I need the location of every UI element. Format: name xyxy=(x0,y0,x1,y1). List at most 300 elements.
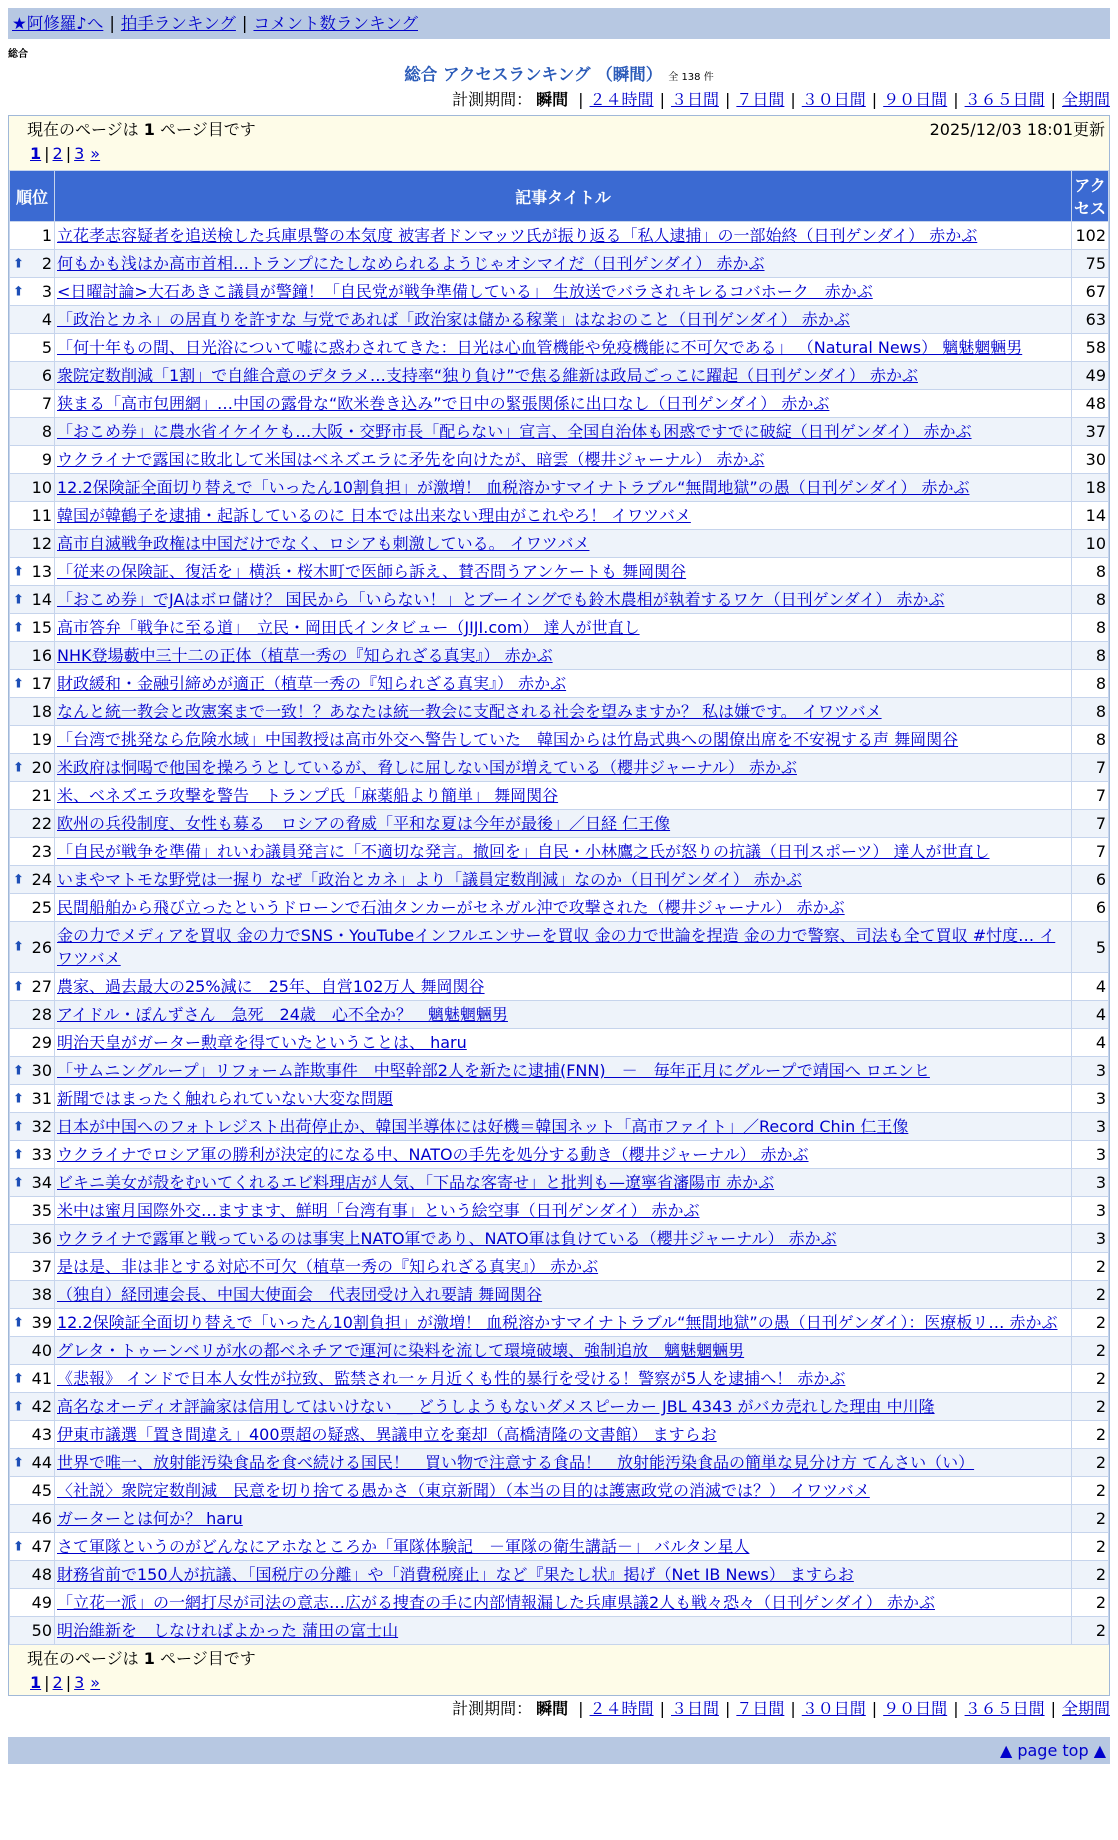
title-cell xyxy=(55,418,1072,446)
access-count: 2 xyxy=(1072,1393,1109,1421)
table-row xyxy=(10,838,1109,866)
article-link[interactable]: 是は是、非は非とする対応不可欠（植草一秀の『知られざる真実』） 赤かぶ xyxy=(57,1257,599,1276)
table-row xyxy=(10,390,1109,418)
table-row xyxy=(10,1449,1109,1477)
title-cell xyxy=(55,530,1072,558)
updated-timestamp: 2025/12/03 18:01更新 xyxy=(929,120,1105,139)
rank-number: 40 xyxy=(31,1341,52,1360)
article-link[interactable]: 高名なオーディオ評論家は信用してはいけない ＿ どうしようもないダメスピーカー JBL 4343 がバカ売れした理由 中川隆 xyxy=(57,1397,935,1416)
title-cell xyxy=(55,1617,1072,1645)
table-row xyxy=(10,1365,1109,1393)
rank-number: 13 xyxy=(31,562,52,581)
access-count: 6 xyxy=(1072,894,1109,922)
rank-cell xyxy=(10,1309,55,1337)
table-row xyxy=(10,1561,1109,1589)
article-link[interactable]: 高市答弁「戦争に至る道」 立民・岡田氏インタビュー（JIJI.com） 達人が世直し xyxy=(57,618,640,637)
title-cell xyxy=(55,1393,1072,1421)
title-cell xyxy=(55,1169,1072,1197)
access-count: 2 xyxy=(1072,1421,1109,1449)
rank-cell xyxy=(10,446,55,474)
table-row xyxy=(10,1617,1109,1645)
table-row xyxy=(10,362,1109,390)
rank-up-arrow-icon: ⬆ xyxy=(13,592,24,607)
table-row xyxy=(10,698,1109,726)
article-link[interactable]: 「サムニングループ」リフォーム詐欺事件 中堅幹部2人を新たに逮捕(FNN) － 毎年正月にグループで靖国へ ロエンヒ xyxy=(57,1061,930,1080)
title-cell xyxy=(55,250,1072,278)
rank-number: 42 xyxy=(31,1397,52,1416)
table-row xyxy=(10,530,1109,558)
table-row xyxy=(10,1505,1109,1533)
rank-number: 9 xyxy=(41,450,52,469)
rank-number: 17 xyxy=(31,674,52,693)
rank-cell xyxy=(10,973,55,1001)
rank-number: 2 xyxy=(41,254,52,273)
title-cell xyxy=(55,754,1072,782)
rank-cell xyxy=(10,1393,55,1421)
rank-up-arrow-icon: ⬆ xyxy=(13,256,24,271)
rank-cell xyxy=(10,670,55,698)
article-link[interactable]: 立花孝志容疑者を追送検した兵庫県警の本気度 被害者ドンマッツ氏が振り返る「私人逮捕」の一部始終（日刊ゲンダイ） 赤かぶ xyxy=(57,226,978,245)
pager-page-3[interactable]: 3 xyxy=(74,144,85,163)
top-nav: ★阿修羅♪へ | 拍手ランキング | コメント数ランキング xyxy=(8,8,1110,39)
table-row xyxy=(10,586,1109,614)
access-count: 2 xyxy=(1072,1477,1109,1505)
rank-number: 48 xyxy=(31,1565,52,1584)
article-link[interactable]: なんと統一教会と改憲案まで一致！？あなたは統一教会に支配される社会を望みますか？ 私は嫌です。 イワツバメ xyxy=(57,702,882,721)
article-link[interactable]: （独自）経団連会長、中国大使面会 代表団受け入れ要請 舞岡関谷 xyxy=(57,1285,543,1304)
article-link[interactable]: 「従来の保険証、復活を」横浜・桜木町で医師ら訴え、賛否問うアンケートも 舞岡関谷 xyxy=(57,562,687,581)
access-count: 48 xyxy=(1072,390,1109,418)
period-3d[interactable]: ３日間 xyxy=(670,1699,719,1718)
title-cell xyxy=(55,1449,1072,1477)
page-info-bottom xyxy=(9,1645,1109,1695)
rank-number: 22 xyxy=(31,814,52,833)
access-count: 3 xyxy=(1072,1141,1109,1169)
rank-cell xyxy=(10,838,55,866)
rank-up-arrow-icon: ⬆ xyxy=(13,872,24,887)
rank-up-arrow-icon: ⬆ xyxy=(13,620,24,635)
title-cell xyxy=(55,922,1072,973)
access-count: 3 xyxy=(1072,1197,1109,1225)
rank-cell xyxy=(10,1477,55,1505)
article-link[interactable]: 12.2保険証全面切り替えで「いったん10割負担」が激増！ 血税溶かすマイナトラブル“無間地獄”の愚（日刊ゲンダイ） 赤かぶ xyxy=(57,478,970,497)
period-365d[interactable]: ３６５日間 xyxy=(964,90,1045,109)
title-cell xyxy=(55,558,1072,586)
title-cell xyxy=(55,390,1072,418)
table-row xyxy=(10,782,1109,810)
access-count: 3 xyxy=(1072,1085,1109,1113)
access-count: 8 xyxy=(1072,642,1109,670)
rank-up-arrow-icon: ⬆ xyxy=(13,676,24,691)
article-link[interactable]: ビキニ美女が殻をむいてくれるエビ料理店が人気、「下品な客寄せ」と批判も—遼寧省瀋陽市 赤かぶ xyxy=(57,1173,775,1192)
title-cell xyxy=(55,1225,1072,1253)
access-count: 10 xyxy=(1072,530,1109,558)
rank-number: 12 xyxy=(31,534,52,553)
article-link[interactable]: 民間船舶から飛び立ったというドローンで石油タンカーがセネガル沖で攻撃された（櫻井ジャーナル） 赤かぶ xyxy=(57,898,845,917)
article-link[interactable]: 「おこめ券」に農水省イケイケも…大阪・交野市長「配らない」宣言、全国自治体も困惑ですでに破綻（日刊ゲンダイ） 赤かぶ xyxy=(57,422,972,441)
rank-number: 47 xyxy=(31,1537,52,1556)
rank-number: 46 xyxy=(31,1509,52,1528)
table-row xyxy=(10,1029,1109,1057)
rank-cell xyxy=(10,1505,55,1533)
pager-top: 1 | 2 | 3 » xyxy=(30,144,101,163)
rank-cell xyxy=(10,894,55,922)
article-link[interactable]: ガーターとは何か？ haru xyxy=(57,1509,243,1528)
period-label: 計測期間： xyxy=(452,90,533,109)
table-row xyxy=(10,558,1109,586)
rank-number: 7 xyxy=(41,394,52,413)
title-cell xyxy=(55,726,1072,754)
title-cell xyxy=(55,1589,1072,1617)
rank-up-arrow-icon: ⬆ xyxy=(13,1175,24,1190)
rank-cell xyxy=(10,1197,55,1225)
clap-ranking-link[interactable]: 拍手ランキング xyxy=(120,14,236,33)
comment-ranking-link[interactable]: コメント数ランキング xyxy=(253,14,418,33)
rank-cell xyxy=(10,1085,55,1113)
period-all[interactable]: 全期間 xyxy=(1061,90,1110,109)
table-row xyxy=(10,1421,1109,1449)
table-row xyxy=(10,250,1109,278)
access-count: 8 xyxy=(1072,614,1109,642)
period-7d[interactable]: ７日間 xyxy=(736,90,785,109)
access-count: 2 xyxy=(1072,1309,1109,1337)
article-link[interactable]: 韓国が韓鶴子を逮捕・起訴しているのに 日本では出来ない理由がこれやろ！ イワツバメ xyxy=(57,506,691,525)
article-link[interactable]: 高市自滅戦争政権は中国だけでなく、ロシアも刺激している。 イワツバメ xyxy=(57,534,590,553)
header-rank: 順位 xyxy=(10,171,55,222)
rank-cell xyxy=(10,698,55,726)
title-cell xyxy=(55,782,1072,810)
access-count: 7 xyxy=(1072,810,1109,838)
title-cell xyxy=(55,810,1072,838)
rank-number: 21 xyxy=(31,786,52,805)
title-cell xyxy=(55,670,1072,698)
access-count: 2 xyxy=(1072,1561,1109,1589)
pager-page-2[interactable]: 2 xyxy=(52,144,63,163)
rank-cell xyxy=(10,1113,55,1141)
rank-number: 27 xyxy=(31,977,52,996)
access-count: 63 xyxy=(1072,306,1109,334)
rank-number: 20 xyxy=(31,758,52,777)
rank-cell xyxy=(10,1141,55,1169)
table-row xyxy=(10,894,1109,922)
period-all[interactable]: 全期間 xyxy=(1061,1699,1110,1718)
table-row xyxy=(10,866,1109,894)
article-link[interactable]: 米中は蜜月国際外交…ますます、鮮明「台湾有事」という絵空事（日刊ゲンダイ） 赤かぶ xyxy=(57,1201,700,1220)
table-header-row xyxy=(10,171,1109,222)
article-link[interactable]: 農家、過去最大の25%減に 25年、自営102万人 舞岡関谷 xyxy=(57,977,485,996)
rank-cell xyxy=(10,922,55,973)
rank-cell xyxy=(10,1169,55,1197)
title-cell xyxy=(55,1365,1072,1393)
title-cell xyxy=(55,1309,1072,1337)
rank-up-arrow-icon: ⬆ xyxy=(13,1399,24,1414)
access-count: 14 xyxy=(1072,502,1109,530)
rank-cell xyxy=(10,362,55,390)
article-link[interactable]: 狭まる「高市包囲網」…中国の露骨な“欧米巻き込み”で日中の緊張関係に出口なし（日刊ゲンダイ） 赤かぶ xyxy=(57,394,830,413)
rank-number: 38 xyxy=(31,1285,52,1304)
title-cell xyxy=(55,838,1072,866)
article-link[interactable]: 欧州の兵役制度、女性も募る ロシアの脅威「平和な夏は今年が最後」／日経 仁王像 xyxy=(57,814,671,833)
title-cell xyxy=(55,1533,1072,1561)
access-count: 5 xyxy=(1072,922,1109,973)
title-cell xyxy=(55,1113,1072,1141)
article-link[interactable]: ウクライナで露軍と戦っているのは事実上NATO軍であり、NATO軍は負けている（櫻井ジャーナル） 赤かぶ xyxy=(57,1229,837,1248)
rank-number: 49 xyxy=(31,1593,52,1612)
article-link[interactable]: 明治天皇がガーター勲章を得ていたということは、 haru xyxy=(57,1033,467,1052)
rank-number: 10 xyxy=(31,478,52,497)
pager-next[interactable]: » xyxy=(90,144,101,163)
footer-bar xyxy=(8,1737,1110,1764)
article-link[interactable]: 12.2保険証全面切り替えで「いったん10割負担」が激増！ 血税溶かすマイナトラブル“無間地獄”の愚（日刊ゲンダイ）：医療板リ… 赤かぶ xyxy=(57,1313,1058,1332)
rank-number: 41 xyxy=(31,1369,52,1388)
rank-up-arrow-icon: ⬆ xyxy=(13,1455,24,1470)
period-365d[interactable]: ３６５日間 xyxy=(964,1699,1045,1718)
article-link[interactable]: 財政緩和・金融引締めが適正（植草一秀の『知られざる真実』） 赤かぶ xyxy=(57,674,567,693)
table-row xyxy=(10,670,1109,698)
rank-cell xyxy=(10,1449,55,1477)
article-link[interactable]: 金の力でメディアを買収 金の力でSNS・YouTubeインフルエンサーを買収 金の力で世論を捏造 金の力で警察、司法も全て買収 #忖度… イワツバメ xyxy=(57,926,1056,968)
article-link[interactable]: 「政治とカネ」の居直りを許すな 与党であれば「政治家は儲かる稼業」はなおのこと（日刊ゲンダイ） 赤かぶ xyxy=(57,310,850,329)
article-link[interactable]: 「何十年もの間、日光浴について嘘に惑わされてきた：日光は心血管機能や免疫機能に不可欠である」 （Natural News） 魑魅魍魎男 xyxy=(57,338,1023,357)
article-link[interactable]: <日曜討論>大石あきこ議員が警鐘！「自民党が戦争準備している」 生放送でバラされキレるコバホーク 赤かぶ xyxy=(57,282,873,301)
table-row xyxy=(10,810,1109,838)
rank-cell xyxy=(10,222,55,250)
rank-cell xyxy=(10,1421,55,1449)
table-row xyxy=(10,1533,1109,1561)
page-title xyxy=(8,63,1110,87)
rank-up-arrow-icon: ⬆ xyxy=(13,1119,24,1134)
rank-cell xyxy=(10,390,55,418)
access-count: 102 xyxy=(1072,222,1109,250)
table-row xyxy=(10,1589,1109,1617)
rank-number: 14 xyxy=(31,590,52,609)
table-row xyxy=(10,1057,1109,1085)
pager-next[interactable]: » xyxy=(90,1673,101,1692)
article-link[interactable]: ウクライナでロシア軍の勝利が決定的になる中、NATOの手先を処分する動き（櫻井ジャーナル） 赤かぶ xyxy=(57,1145,809,1164)
access-count: 2 xyxy=(1072,1505,1109,1533)
rank-cell xyxy=(10,1225,55,1253)
access-count: 4 xyxy=(1072,973,1109,1001)
period-90d[interactable]: ９０日間 xyxy=(883,90,948,109)
article-link[interactable]: 財務省前で150人が抗議、「国税庁の分離」や「消費税廃止」など『果たし状』掲げ（Net IB News） ますらお xyxy=(57,1565,854,1584)
rank-number: 23 xyxy=(31,842,52,861)
access-count: 8 xyxy=(1072,586,1109,614)
article-link[interactable]: 世界で唯一、放射能汚染食品を食べ続ける国民！ 買い物で注意する食品！ 放射能汚染食品の簡単な見分け方 てんさい（い） xyxy=(57,1453,975,1472)
page-top-link[interactable]: ▲ page top ▲ xyxy=(999,1741,1106,1760)
period-30d[interactable]: ３０日間 xyxy=(801,90,866,109)
table-row xyxy=(10,973,1109,1001)
rank-number: 24 xyxy=(31,870,52,889)
table-row xyxy=(10,642,1109,670)
period-30d[interactable]: ３０日間 xyxy=(801,1699,866,1718)
article-link[interactable]: 「自民が戦争を準備」れいわ議員発言に「不適切な発言。撤回を」自民・小林鷹之氏が怒りの抗議（日刊スポーツ） 達人が世直し xyxy=(57,842,990,861)
access-count: 2 xyxy=(1072,1337,1109,1365)
article-link[interactable]: 《悲報》 インドで日本人女性が拉致、監禁され一ヶ月近くも性的暴行を受ける！警察が5人を逮捕へ！ 赤かぶ xyxy=(57,1369,846,1388)
title-cell xyxy=(55,1477,1072,1505)
access-count: 2 xyxy=(1072,1533,1109,1561)
access-count: 7 xyxy=(1072,782,1109,810)
period-24h[interactable]: ２４時間 xyxy=(589,1699,654,1718)
rank-cell xyxy=(10,502,55,530)
pager-page-3[interactable]: 3 xyxy=(74,1673,85,1692)
article-link[interactable]: 何もかも浅はか高市首相…トランプにたしなめられるようじゃオシマイだ（日刊ゲンダイ） 赤かぶ xyxy=(57,254,765,273)
rank-cell xyxy=(10,1533,55,1561)
access-count: 8 xyxy=(1072,698,1109,726)
rank-up-arrow-icon: ⬆ xyxy=(13,1091,24,1106)
title-cell xyxy=(55,866,1072,894)
table-row xyxy=(10,1477,1109,1505)
title-cell xyxy=(55,1253,1072,1281)
article-link[interactable]: グレタ・トゥーンベリが水の都ベネチアで運河に染料を流して環境破壊、強制追放 魑魅魍魎男 xyxy=(57,1341,745,1360)
rank-up-arrow-icon: ⬆ xyxy=(13,1063,24,1078)
article-link[interactable]: アイドル・ぽんずさん 急死 24歳 心不全か？ 魑魅魍魎男 xyxy=(57,1005,508,1024)
rank-number: 15 xyxy=(31,618,52,637)
table-row xyxy=(10,1001,1109,1029)
rank-number: 28 xyxy=(31,1005,52,1024)
article-link[interactable]: 「立花一派」の一網打尽が司法の意志…広がる捜査の手に内部情報漏した兵庫県議2人も戦々恐々（日刊ゲンダイ） 赤かぶ xyxy=(57,1593,935,1612)
rank-cell xyxy=(10,1365,55,1393)
table-row xyxy=(10,1197,1109,1225)
access-count: 7 xyxy=(1072,838,1109,866)
rank-number: 4 xyxy=(41,310,52,329)
title-cell xyxy=(55,1421,1072,1449)
table-row xyxy=(10,1337,1109,1365)
table-row xyxy=(10,922,1109,973)
table-row xyxy=(10,222,1109,250)
title-cell xyxy=(55,1029,1072,1057)
rank-cell xyxy=(10,1617,55,1645)
title-cell xyxy=(55,1505,1072,1533)
table-row xyxy=(10,1253,1109,1281)
rank-number: 5 xyxy=(41,338,52,357)
rank-cell xyxy=(10,334,55,362)
rank-cell xyxy=(10,614,55,642)
table-row xyxy=(10,1085,1109,1113)
rank-up-arrow-icon: ⬆ xyxy=(13,939,24,955)
article-link[interactable]: さて軍隊というのがどんなにアホなところか「軍隊体験記 －軍隊の衛生講話－」 バルタン星人 xyxy=(57,1537,750,1556)
period-3d[interactable]: ３日間 xyxy=(670,90,719,109)
period-90d[interactable]: ９０日間 xyxy=(883,1699,948,1718)
access-count: 30 xyxy=(1072,446,1109,474)
rank-cell xyxy=(10,250,55,278)
rank-number: 35 xyxy=(31,1201,52,1220)
rank-cell xyxy=(10,1253,55,1281)
access-count: 4 xyxy=(1072,1001,1109,1029)
rank-cell xyxy=(10,1029,55,1057)
rank-cell xyxy=(10,642,55,670)
rank-cell xyxy=(10,1561,55,1589)
rank-number: 50 xyxy=(31,1621,52,1640)
rank-cell xyxy=(10,418,55,446)
rank-up-arrow-icon: ⬆ xyxy=(13,760,24,775)
table-row xyxy=(10,614,1109,642)
rank-number: 43 xyxy=(31,1425,52,1444)
article-link[interactable]: いまやマトモな野党は一握り なぜ「政治とカネ」より「議員定数削減」なのか（日刊ゲンダイ） 赤かぶ xyxy=(57,870,802,889)
article-link[interactable]: 「おこめ券」でJAはボロ儲け？ 国民から「いらない！」とブーイングでも鈴木農相が執着するワケ（日刊ゲンダイ） 赤かぶ xyxy=(57,590,945,609)
article-link[interactable]: 明治維新を しなければよかった 蒲田の富士山 xyxy=(57,1621,399,1640)
rank-cell xyxy=(10,1057,55,1085)
pager-bottom: 1 | 2 | 3 » xyxy=(30,1673,101,1692)
rank-number: 25 xyxy=(31,898,52,917)
rank-number: 36 xyxy=(31,1229,52,1248)
title-cell xyxy=(55,973,1072,1001)
period-current: 瞬間 xyxy=(536,90,569,109)
title-cell xyxy=(55,1281,1072,1309)
access-count: 3 xyxy=(1072,1169,1109,1197)
title-cell xyxy=(55,1057,1072,1085)
rank-number: 29 xyxy=(31,1033,52,1052)
access-count: 4 xyxy=(1072,1029,1109,1057)
page-info-top xyxy=(9,116,1109,170)
pager-current[interactable]: 1 xyxy=(30,1673,42,1692)
rank-number: 18 xyxy=(31,702,52,721)
table-row xyxy=(10,1169,1109,1197)
rank-up-arrow-icon: ⬆ xyxy=(13,564,24,579)
pager-current[interactable]: 1 xyxy=(30,144,42,163)
rank-up-arrow-icon: ⬆ xyxy=(13,284,24,299)
table-row xyxy=(10,418,1109,446)
article-link[interactable]: 伊東市議選「置き間違え」400票超の疑惑、異議申立を棄却（高橋清隆の文書館） ますらお xyxy=(57,1425,717,1444)
table-row xyxy=(10,1113,1109,1141)
rank-number: 8 xyxy=(41,422,52,441)
article-link[interactable]: 米、ベネズエラ攻撃を警告 トランプ氏「麻薬船より簡単」 舞岡関谷 xyxy=(57,786,559,805)
category-label: 総合 xyxy=(8,49,28,60)
period-selector-top: 計測期間： 瞬間 | ２４時間 | ３日間 | ７日間 | ３０日間 | ９０日間 | ３６５日間 | 全期間 xyxy=(452,90,1110,109)
title-cell xyxy=(55,222,1072,250)
access-count: 18 xyxy=(1072,474,1109,502)
rank-cell xyxy=(10,474,55,502)
header-access: アクセス xyxy=(1072,171,1109,222)
rank-number: 19 xyxy=(31,730,52,749)
rank-number: 16 xyxy=(31,646,52,665)
article-link[interactable]: 米政府は恫喝で他国を操ろうとしているが、脅しに屈しない国が増えている（櫻井ジャーナル） 赤かぶ xyxy=(57,758,797,777)
title-cell xyxy=(55,894,1072,922)
article-link[interactable]: 日本が中国へのフォトレジスト出荷停止か、韓国半導体には好機＝韓国ネット「高市ファイト」／Record Chin 仁王像 xyxy=(57,1117,909,1136)
pager-page-2[interactable]: 2 xyxy=(52,1673,63,1692)
table-row xyxy=(10,1281,1109,1309)
article-link[interactable]: 新聞ではまったく触れられていない大変な問題 xyxy=(57,1089,394,1108)
period-7d[interactable]: ７日間 xyxy=(736,1699,785,1718)
total-count: 全 138 件 xyxy=(668,72,714,83)
table-row xyxy=(10,334,1109,362)
table-row xyxy=(10,474,1109,502)
title-cell xyxy=(55,446,1072,474)
table-row xyxy=(10,306,1109,334)
access-count: 2 xyxy=(1072,1253,1109,1281)
rank-number: 44 xyxy=(31,1453,52,1472)
access-count: 75 xyxy=(1072,250,1109,278)
article-link[interactable]: 〈社説〉衆院定数削減 民意を切り捨てる愚かさ（東京新聞）（本当の目的は護憲政党の消滅では？） イワツバメ xyxy=(57,1481,870,1500)
title-cell xyxy=(55,1141,1072,1169)
rank-cell xyxy=(10,1281,55,1309)
rank-number: 6 xyxy=(41,366,52,385)
title-cell xyxy=(55,642,1072,670)
access-count: 2 xyxy=(1072,1365,1109,1393)
table-row xyxy=(10,1141,1109,1169)
article-link[interactable]: NHK登場藪中三十二の正体（植草一秀の『知られざる真実』） 赤かぶ xyxy=(57,646,553,665)
article-link[interactable]: 「台湾で挑発なら危険水域」中国教授は高市外交へ警告していた 韓国からは竹島式典への閣僚出席を不安視する声 舞岡関谷 xyxy=(57,730,959,749)
period-24h[interactable]: ２４時間 xyxy=(589,90,654,109)
page-title-text: 総合 アクセスランキング （瞬間） xyxy=(404,65,663,84)
article-link[interactable]: ウクライナで露国に敗北して米国はベネズエラに矛先を向けたが、暗雲（櫻井ジャーナル） 赤かぶ xyxy=(57,450,765,469)
table-row xyxy=(10,1225,1109,1253)
access-count: 8 xyxy=(1072,558,1109,586)
title-cell xyxy=(55,614,1072,642)
rank-cell xyxy=(10,306,55,334)
access-count: 3 xyxy=(1072,1113,1109,1141)
article-link[interactable]: 衆院定数削減「1割」で自維合意のデタラメ…支持率“独り負け”で焦る維新は政局ごっこに躍起（日刊ゲンダイ） 赤かぶ xyxy=(57,366,918,385)
home-link[interactable]: ★阿修羅♪へ xyxy=(12,14,104,33)
